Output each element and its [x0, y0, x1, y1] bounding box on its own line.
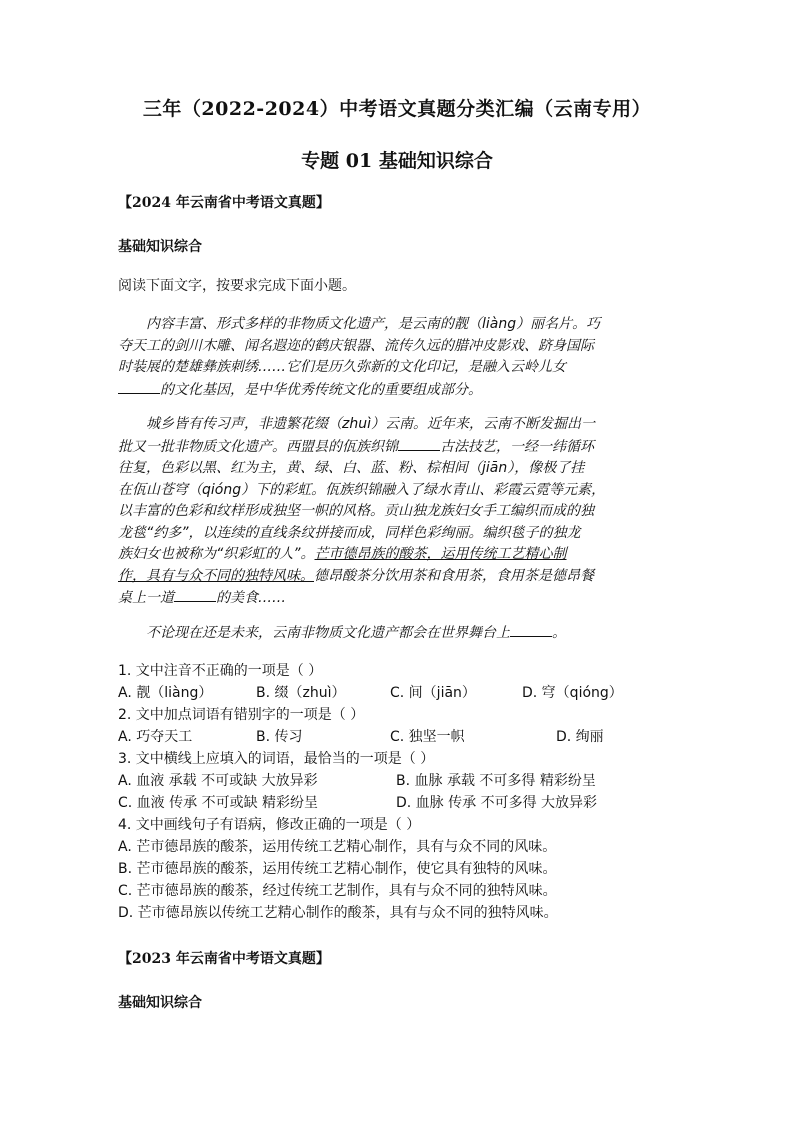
option-c[interactable]: C. 间（jiān）: [390, 685, 476, 701]
question-1-options: [118, 682, 623, 704]
para1-line: 内容丰富、形式多样的非物质文化遗产，是云南的靓（liàng）丽名片。巧: [146, 316, 601, 332]
option-c[interactable]: C. 血液 传承 不可或缺 精彩纷呈: [118, 795, 319, 811]
question-4-stem: 4. 文中画线句子有语病，修改正确的一项是（ ）: [118, 817, 421, 833]
para2-line: 以丰富的色彩和纹样形成独坚一帜的风格。贡山独龙族妇女手工编织而成的独: [118, 503, 594, 519]
option-d[interactable]: D. 穹（qióng）: [522, 685, 623, 701]
option-b[interactable]: B. 血脉 承载 不可多得 精彩纷呈: [396, 773, 596, 789]
question-2-stem: 2. 文中加点词语有错别字的一项是（ ）: [118, 707, 365, 723]
para2-text: 批又一批非物质文化遗产。西盟县的佤族织锦: [118, 438, 398, 455]
question-3-stem: 3. 文中横线上应填入的词语，最恰当的一项是（ ）: [118, 751, 435, 767]
passage-paragraph-1: [118, 314, 678, 401]
para2-line: 城乡皆有传习声，非遗繁花缀（zhuì）云南。近年来，云南不断发掘出一: [146, 416, 595, 432]
option-b[interactable]: B. 传习: [256, 729, 303, 745]
option-d[interactable]: D. 绚丽: [556, 729, 604, 745]
para2-line: 龙毯“约多”，以连续的直线条纹拼接而成，同样色彩绚丽。编织毯子的独龙: [118, 524, 581, 541]
question-1-stem: 1. 文中注音不正确的一项是（ ）: [118, 663, 323, 679]
question-3-options-row2: [118, 792, 597, 814]
question-2-options: [118, 726, 604, 748]
option-b[interactable]: B. 缀（zhuì）: [256, 685, 346, 701]
fill-blank: [510, 622, 552, 637]
passage-paragraph-3: [118, 622, 678, 645]
para2-text: 的美食……: [216, 590, 286, 606]
option-c[interactable]: C. 芒市德昂族的酸茶，经过传统工艺制作，具有与众不同的独特风味。: [118, 883, 557, 899]
option-a[interactable]: A. 巧夺天工: [118, 729, 193, 745]
underlined-sentence: 作，具有与众不同的独特风味。: [118, 567, 314, 584]
option-d[interactable]: D. 血脉 传承 不可多得 大放异彩: [396, 795, 598, 811]
option-d[interactable]: D. 芒市德昂族以传统工艺精心制作的酸茶，具有与众不同的独特风味。: [118, 905, 558, 921]
underlined-sentence: 芒市德昂族的酸茶，运用传统工艺精心制: [314, 546, 567, 562]
document-title: 三年（2022-2024）中考语文真题分类汇编（云南专用）: [142, 98, 652, 120]
section-heading-2023: 【2023 年云南省中考语文真题】: [118, 951, 330, 967]
para3-text: 。: [552, 625, 566, 641]
para1-line: 夺天工的剑川木雕、闻名遐迩的鹤庆银器、流传久远的腊冲皮影戏、跻身国际: [118, 337, 594, 354]
sub-heading-2024: 基础知识综合: [118, 239, 202, 255]
para2-text: 族妇女也被称为“织彩虹的人”。: [118, 546, 315, 562]
sub-heading-2023: 基础知识综合: [118, 995, 202, 1011]
option-a[interactable]: A. 靓（liàng）: [118, 685, 213, 701]
question-3-options-row1: [118, 770, 596, 792]
para1-line: 时装展的楚雄彝族刺绣……它们是历久弥新的文化印记，是融入云岭儿女: [118, 359, 566, 375]
para2-text: 古法技艺，一经一纬循环: [440, 438, 594, 455]
passage-paragraph-2: [118, 414, 678, 610]
instruction-text: 阅读下面文字，按要求完成下面小题。: [118, 278, 356, 294]
para1-line: 的文化基因，是中华优秀传统文化的重要组成部分。: [160, 381, 482, 398]
fill-blank: [118, 379, 160, 394]
para3-text: 不论现在还是未来，云南非物质文化遗产都会在世界舞台上: [146, 625, 510, 641]
option-a[interactable]: A. 芒市德昂族的酸茶，运用传统工艺精心制作，具有与众不同的风味。: [118, 839, 557, 855]
para2-text: 德昂酸茶分饮用茶和食用茶，食用茶是德昂餐: [314, 567, 594, 584]
fill-blank: [398, 436, 440, 451]
document-subtitle: 专题 01 基础知识综合: [301, 150, 493, 172]
option-b[interactable]: B. 芒市德昂族的酸茶，运用传统工艺精心制作，使它具有独特的风味。: [118, 861, 557, 877]
fill-blank: [174, 587, 216, 602]
para2-line: 在佤山苍穹（qióng）下的彩虹。佤族织锦融入了绿水青山、彩霞云霓等元素，: [118, 481, 606, 498]
para2-text: 桌上一道: [118, 590, 174, 606]
option-a[interactable]: A. 血液 承载 不可或缺 大放异彩: [118, 773, 318, 789]
option-c[interactable]: C. 独坚一帜: [390, 729, 465, 745]
section-heading-2024: 【2024 年云南省中考语文真题】: [118, 195, 330, 211]
para2-line: 往复，色彩以黑、红为主，黄、绿、白、蓝、粉、棕相间（jiān），像极了挂: [118, 460, 585, 476]
